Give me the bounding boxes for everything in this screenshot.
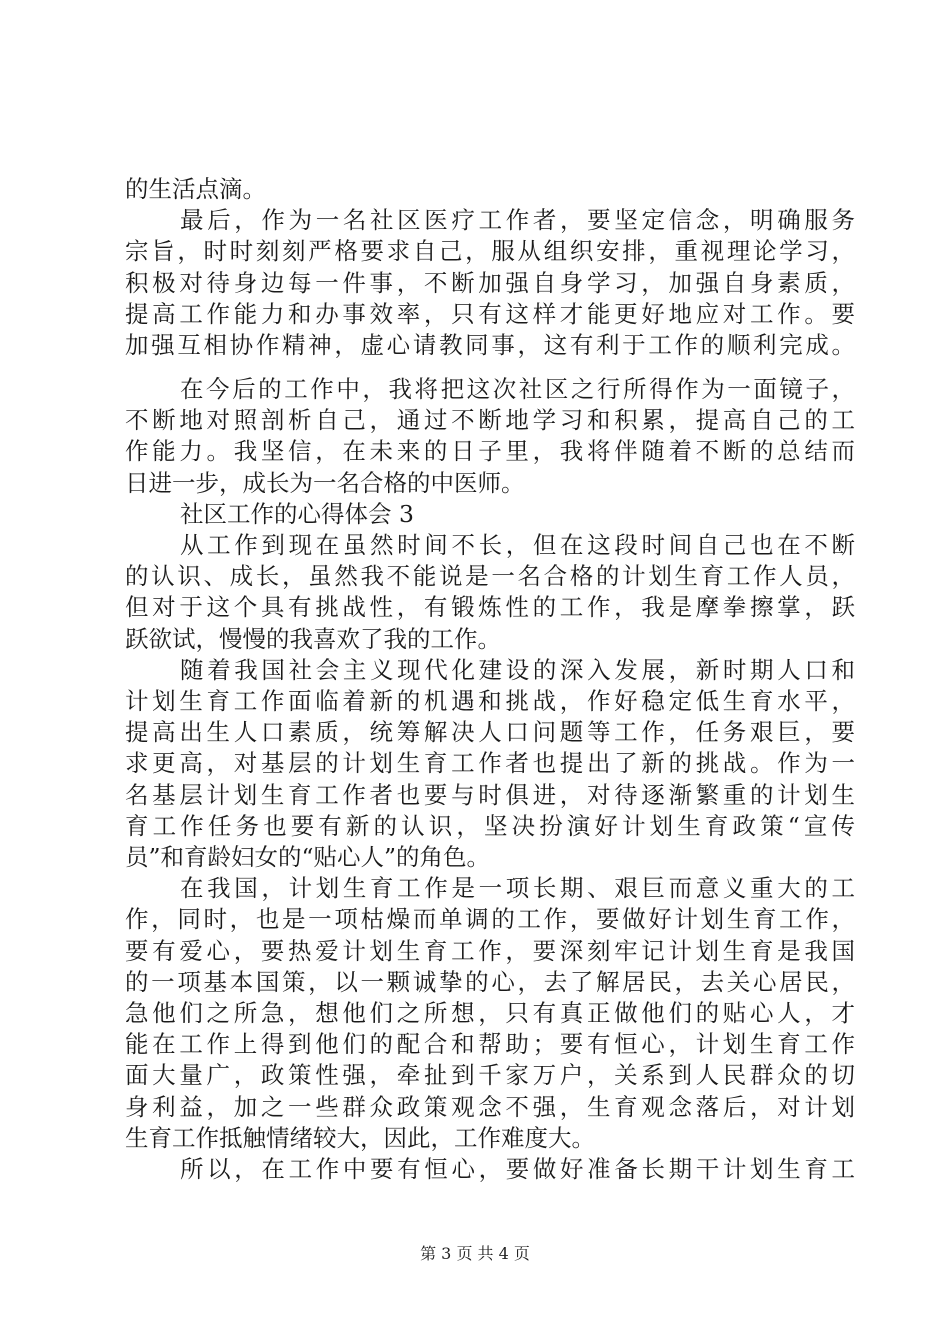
text-line: 的认识、成长，虽然我不能说是一名合格的计划生育工作人员， — [125, 562, 855, 590]
text-line: 作，同时，也是一项枯燥而单调的工作，要做好计划生育工作， — [125, 905, 855, 933]
text-line: 要有爱心，要热爱计划生育工作，要深刻牢记计划生育是我国 — [125, 937, 855, 965]
text-line: 随着我国社会主义现代化建设的深入发展，新时期人口和 — [180, 656, 855, 684]
text-line: 员”和育龄妇女的“贴心人”的角色。 — [125, 843, 491, 871]
page-footer: 第 3 页 共 4 页 — [420, 1244, 530, 1263]
text-line: 身利益，加之一些群众政策观念不强，生育观念落后，对计划 — [125, 1093, 855, 1121]
text-line: 从工作到现在虽然时间不长，但在这段时间自己也在不断 — [180, 531, 855, 559]
text-line: 的一项基本国策，以一颗诚挚的心，去了解居民，去关心居民， — [125, 968, 855, 996]
text-line: 育工作任务也要有新的认识，坚决扮演好计划生育政策“宣传 — [125, 812, 855, 840]
text-line: 在我国，计划生育工作是一项长期、艰巨而意义重大的工 — [180, 874, 855, 902]
text-line: 在今后的工作中，我将把这次社区之行所得作为一面镜子， — [180, 375, 855, 403]
text-line: 不断地对照剖析自己，通过不断地学习和积累，提高自己的工 — [125, 406, 855, 434]
text-line: 加强互相协作精神，虚心请教同事，这有利于工作的顺利完成。 — [125, 331, 855, 359]
text-line: 求更高，对基层的计划生育工作者也提出了新的挑战。作为一 — [125, 749, 855, 777]
text-line: 宗旨，时时刻刻严格要求自己，服从组织安排，重视理论学习， — [125, 237, 855, 265]
text-line: 能在工作上得到他们的配合和帮助；要有恒心，计划生育工作 — [125, 1030, 855, 1058]
text-line: 跃欲试，慢慢的我喜欢了我的工作。 — [125, 625, 501, 653]
text-line: 的生活点滴。 — [125, 175, 266, 203]
text-line: 但对于这个具有挑战性，有锻炼性的工作，我是摩拳擦掌，跃 — [125, 593, 855, 621]
text-line: 日进一步，成长为一名合格的中医师。 — [125, 469, 525, 497]
text-line: 社区工作的心得体会 3 — [180, 500, 414, 528]
text-line: 面大量广，政策性强，牵扯到千家万户，关系到人民群众的切 — [125, 1061, 855, 1089]
text-line: 作能力。我坚信，在未来的日子里，我将伴随着不断的总结而 — [125, 437, 855, 465]
text-line: 积极对待身边每一件事，不断加强自身学习，加强自身素质， — [125, 269, 855, 297]
text-line: 计划生育工作面临着新的机遇和挑战，作好稳定低生育水平， — [125, 687, 855, 715]
text-line: 所以，在工作中要有恒心，要做好准备长期干计划生育工 — [180, 1155, 855, 1183]
text-line: 生育工作抵触情绪较大，因此，工作难度大。 — [125, 1124, 595, 1152]
text-line: 提高出生人口素质，统筹解决人口问题等工作，任务艰巨，要 — [125, 718, 855, 746]
text-line: 最后，作为一名社区医疗工作者，要坚定信念，明确服务 — [180, 206, 855, 234]
text-line: 名基层计划生育工作者也要与时俱进，对待逐渐繁重的计划生 — [125, 781, 855, 809]
text-line: 急他们之所急，想他们之所想，只有真正做他们的贴心人，才 — [125, 999, 855, 1027]
text-line: 提高工作能力和办事效率，只有这样才能更好地应对工作。要 — [125, 300, 855, 328]
